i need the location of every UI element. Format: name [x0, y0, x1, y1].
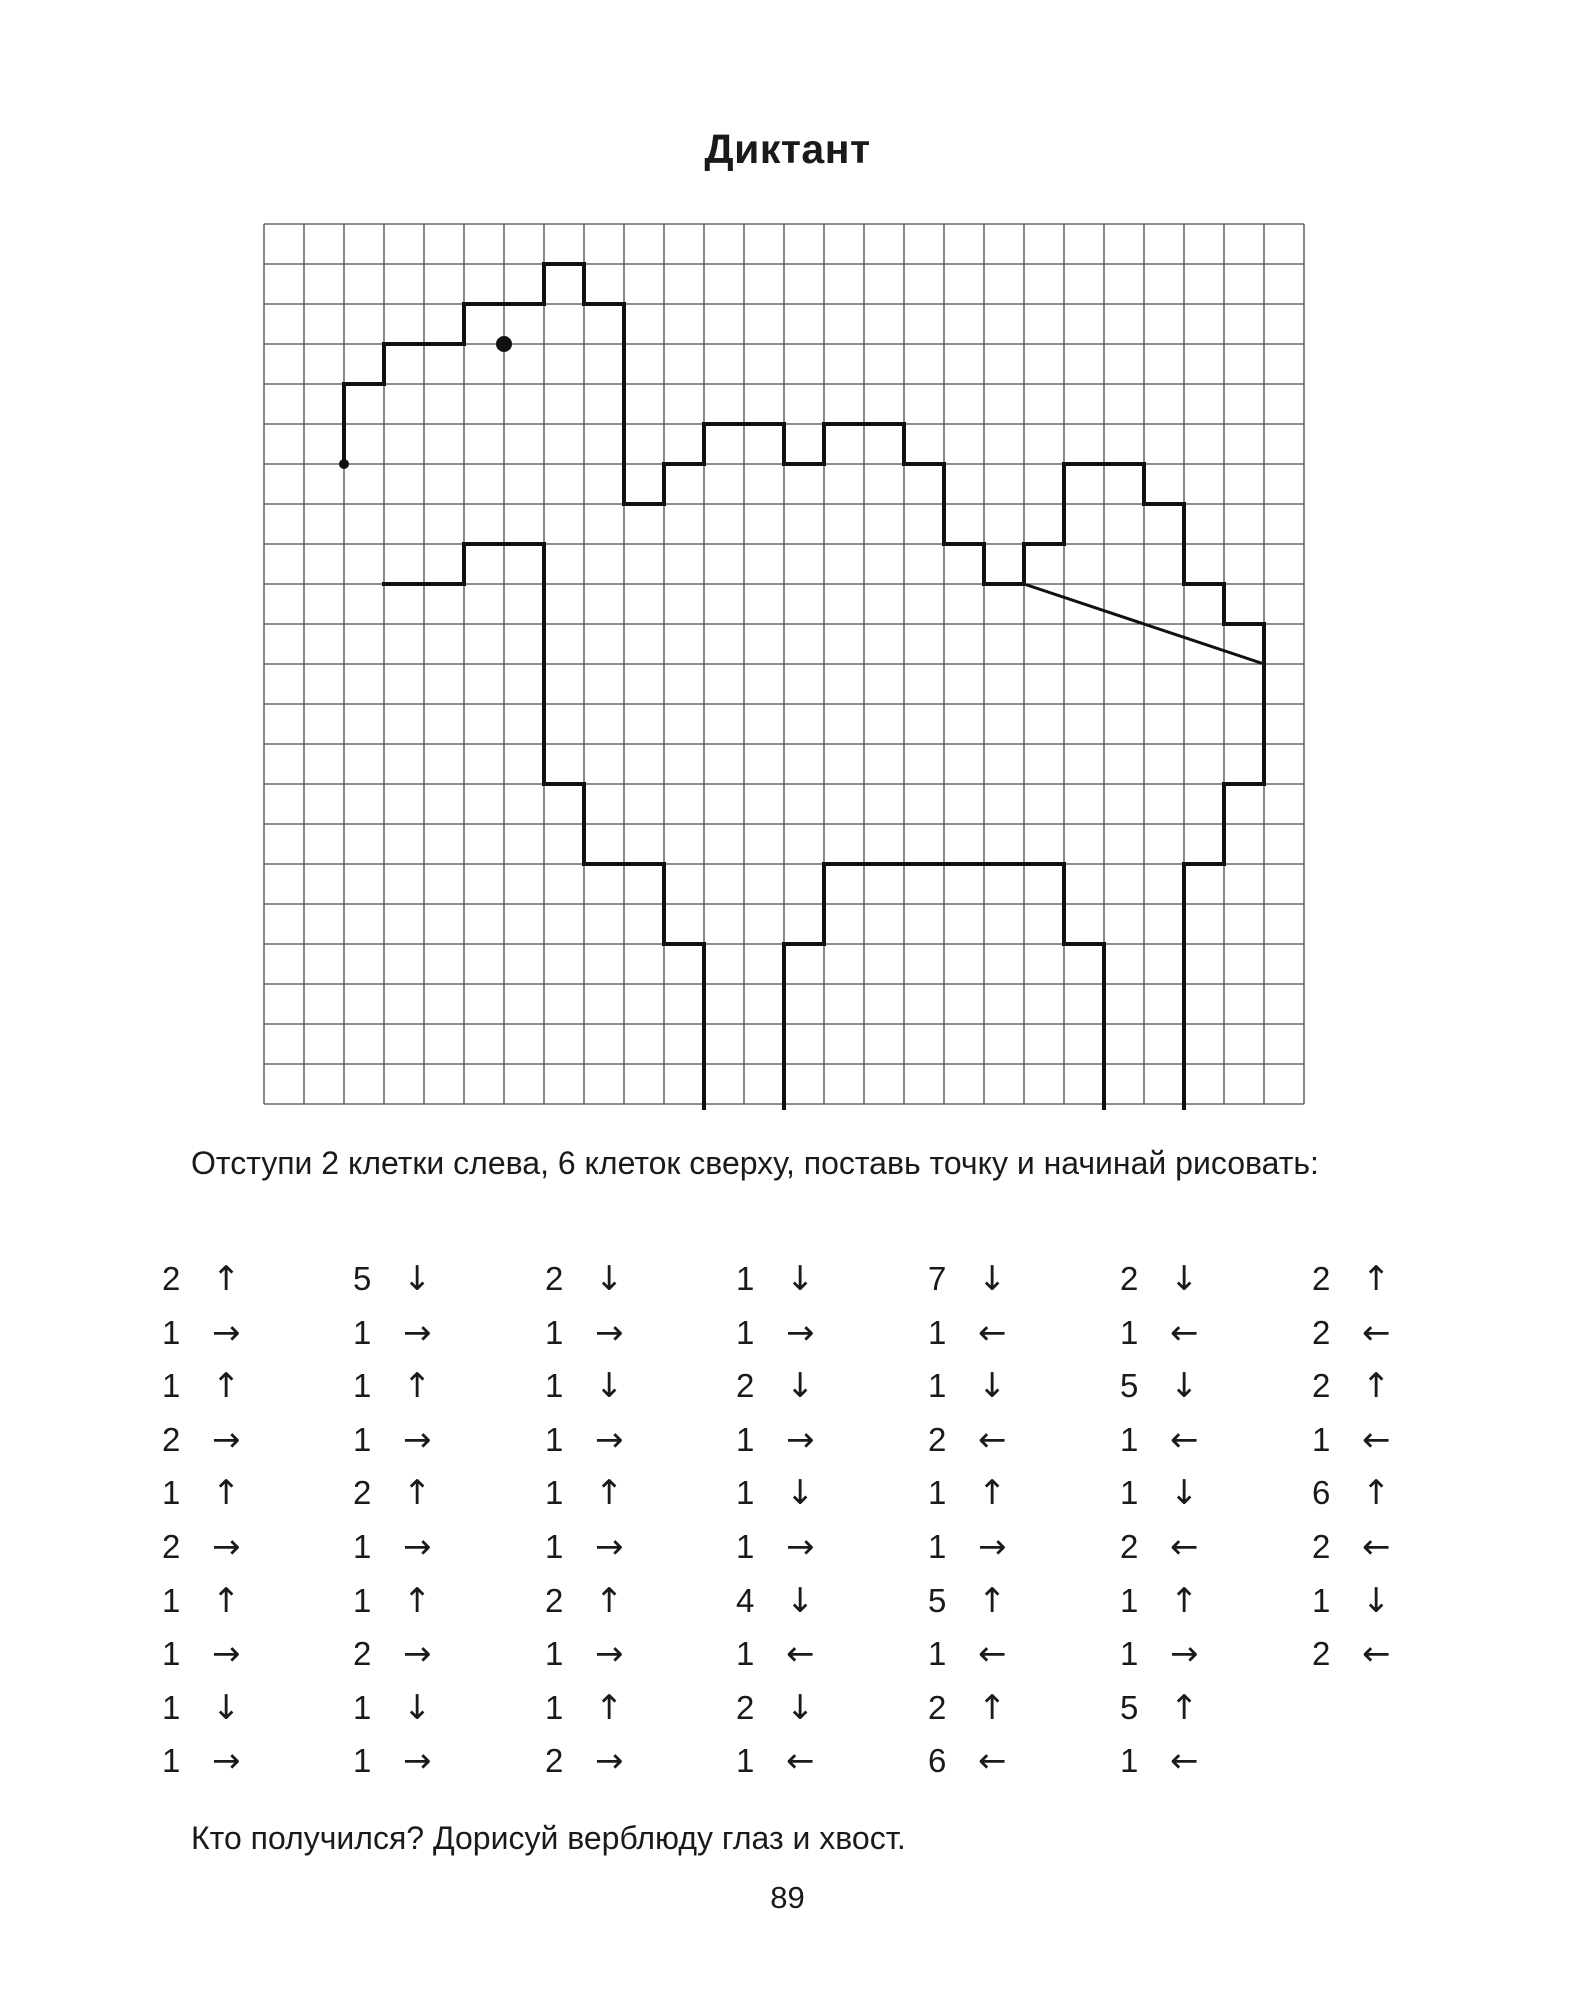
command-entry: [1120, 1259, 1199, 1299]
command-entry: [1120, 1420, 1199, 1460]
command-step-count: 1: [353, 1581, 372, 1619]
command-entry: [545, 1313, 624, 1353]
command-entry: [928, 1473, 1007, 1513]
command-direction-arrow: ↑: [403, 1366, 432, 1407]
command-entry: [545, 1259, 624, 1299]
command-step-count: 2: [162, 1260, 181, 1297]
command-direction-arrow: ↓: [1170, 1473, 1199, 1514]
command-entry: [162, 1741, 241, 1781]
command-direction-arrow: →: [212, 1634, 241, 1675]
command-entry: [928, 1420, 1007, 1460]
command-entry: [736, 1581, 815, 1621]
command-direction-arrow: →: [786, 1419, 815, 1460]
command-entry: [162, 1259, 241, 1299]
command-direction-arrow: ↑: [595, 1473, 624, 1514]
command-direction-arrow: →: [212, 1741, 241, 1782]
command-direction-arrow: ↑: [212, 1366, 241, 1407]
command-entry: [1312, 1313, 1391, 1353]
command-entry: [928, 1259, 1007, 1299]
command-direction-arrow: ↓: [212, 1687, 241, 1728]
command-step-count: 2: [545, 1742, 564, 1780]
command-direction-arrow: ←: [1170, 1419, 1199, 1460]
command-entry: [353, 1688, 432, 1728]
command-step-count: 1: [162, 1742, 181, 1780]
command-direction-arrow: →: [403, 1527, 432, 1567]
command-entry: [1312, 1420, 1391, 1460]
command-direction-arrow: ↓: [595, 1366, 624, 1407]
command-entry: [545, 1581, 624, 1621]
command-step-count: 2: [1120, 1528, 1139, 1565]
command-entry: [1120, 1473, 1199, 1513]
command-step-count: 1: [545, 1420, 564, 1458]
command-entry: [736, 1366, 815, 1406]
command-step-count: 1: [353, 1742, 372, 1780]
command-entry: [1312, 1527, 1391, 1567]
command-direction-arrow: →: [212, 1527, 241, 1567]
command-entry: [162, 1473, 241, 1513]
command-direction-arrow: →: [595, 1527, 624, 1567]
command-direction-arrow: ↑: [212, 1473, 241, 1514]
command-direction-arrow: →: [978, 1527, 1007, 1567]
command-entry: [353, 1420, 432, 1460]
command-step-count: 1: [545, 1313, 564, 1351]
command-step-count: 1: [545, 1688, 564, 1726]
command-direction-arrow: ↓: [786, 1473, 815, 1514]
command-entry: [162, 1420, 241, 1460]
command-step-count: 1: [928, 1635, 947, 1673]
command-entry: [736, 1473, 815, 1513]
command-entry: [353, 1741, 432, 1781]
command-step-count: 1: [1120, 1313, 1139, 1351]
command-entry: [1312, 1581, 1391, 1621]
command-direction-arrow: ↓: [403, 1259, 432, 1299]
command-direction-arrow: ↓: [1170, 1259, 1199, 1299]
command-entry: [736, 1527, 815, 1567]
command-direction-arrow: ←: [1170, 1741, 1199, 1782]
page-number: 89: [770, 1880, 805, 1915]
command-step-count: 1: [736, 1313, 755, 1351]
command-entry: [1120, 1688, 1199, 1728]
command-entry: [1312, 1259, 1391, 1299]
command-direction-arrow: →: [786, 1312, 815, 1353]
command-entry: [928, 1741, 1007, 1781]
command-step-count: 2: [1312, 1313, 1331, 1351]
command-direction-arrow: ←: [1362, 1634, 1391, 1675]
command-entry: [162, 1313, 241, 1353]
command-step-count: 1: [736, 1420, 755, 1458]
command-step-count: 1: [736, 1260, 755, 1297]
command-entry: [1120, 1313, 1199, 1353]
camel-outline: [344, 264, 1264, 1110]
command-step-count: 5: [353, 1260, 372, 1297]
command-direction-arrow: ↓: [786, 1366, 815, 1407]
command-direction-arrow: ↑: [212, 1580, 241, 1621]
command-entry: [1120, 1527, 1199, 1567]
command-direction-arrow: ↑: [1362, 1259, 1391, 1299]
command-step-count: 1: [162, 1581, 181, 1619]
command-direction-arrow: ←: [1362, 1312, 1391, 1353]
command-entry: [1120, 1634, 1199, 1674]
command-step-count: 1: [736, 1742, 755, 1780]
command-step-count: 1: [736, 1474, 755, 1512]
command-direction-arrow: ↓: [403, 1687, 432, 1728]
command-direction-arrow: ←: [1170, 1312, 1199, 1353]
command-entry: [353, 1313, 432, 1353]
command-entry: [1312, 1366, 1391, 1406]
command-direction-arrow: ↓: [786, 1259, 815, 1299]
command-entry: [545, 1366, 624, 1406]
command-entry: [1312, 1473, 1391, 1513]
command-entry: [162, 1527, 241, 1567]
command-direction-arrow: ←: [978, 1312, 1007, 1353]
command-step-count: 2: [928, 1420, 947, 1458]
command-entry: [353, 1581, 432, 1621]
command-direction-arrow: →: [403, 1741, 432, 1782]
command-step-count: 1: [928, 1367, 947, 1405]
command-entry: [736, 1688, 815, 1728]
command-entry: [736, 1313, 815, 1353]
command-direction-arrow: ↓: [595, 1259, 624, 1299]
command-step-count: 1: [928, 1313, 947, 1351]
command-step-count: 1: [162, 1474, 181, 1512]
command-step-count: 1: [1120, 1742, 1139, 1780]
command-step-count: 2: [736, 1688, 755, 1726]
question-text: Кто получился? Дорисуй верблюду глаз и хвост.: [191, 1820, 906, 1856]
command-direction-arrow: →: [403, 1419, 432, 1460]
command-direction-arrow: ↑: [978, 1687, 1007, 1728]
command-entry: [353, 1259, 432, 1299]
command-step-count: 2: [736, 1367, 755, 1405]
command-entry: [353, 1527, 432, 1567]
command-entry: [353, 1473, 432, 1513]
command-step-count: 1: [1120, 1420, 1139, 1458]
command-direction-arrow: ↓: [786, 1580, 815, 1621]
command-direction-arrow: ↑: [1170, 1687, 1199, 1728]
command-step-count: 1: [353, 1313, 372, 1351]
command-entry: [545, 1473, 624, 1513]
command-entry: [736, 1634, 815, 1674]
command-direction-arrow: →: [595, 1419, 624, 1460]
command-step-count: 5: [1120, 1367, 1139, 1405]
command-direction-arrow: ←: [978, 1634, 1007, 1675]
command-direction-arrow: →: [212, 1312, 241, 1353]
command-direction-arrow: ←: [1362, 1527, 1391, 1567]
command-entry: [928, 1366, 1007, 1406]
command-direction-arrow: →: [786, 1527, 815, 1567]
command-step-count: 1: [162, 1313, 181, 1351]
command-entry: [545, 1741, 624, 1781]
command-entry: [1120, 1581, 1199, 1621]
command-direction-arrow: ↓: [978, 1259, 1007, 1299]
command-entry: [928, 1688, 1007, 1728]
command-entry: [545, 1688, 624, 1728]
command-step-count: 1: [162, 1635, 181, 1673]
command-step-count: 1: [1120, 1474, 1139, 1512]
command-step-count: 2: [1312, 1635, 1331, 1673]
command-step-count: 2: [1312, 1367, 1331, 1405]
command-step-count: 1: [736, 1635, 755, 1673]
command-direction-arrow: ↑: [595, 1580, 624, 1621]
command-step-count: 4: [736, 1581, 755, 1619]
command-direction-arrow: ←: [786, 1741, 815, 1782]
command-step-count: 6: [928, 1742, 947, 1780]
command-entry: [545, 1527, 624, 1567]
command-step-count: 2: [162, 1420, 181, 1458]
command-direction-arrow: ←: [1362, 1419, 1391, 1460]
command-step-count: 2: [162, 1528, 181, 1565]
command-direction-arrow: →: [1170, 1634, 1199, 1675]
command-entry: [736, 1741, 815, 1781]
command-direction-arrow: ←: [786, 1634, 815, 1675]
command-step-count: 1: [353, 1528, 372, 1565]
command-entry: [162, 1581, 241, 1621]
command-direction-arrow: ↑: [978, 1473, 1007, 1514]
command-direction-arrow: →: [595, 1312, 624, 1353]
command-entry: [162, 1634, 241, 1674]
command-direction-arrow: ↓: [1362, 1580, 1391, 1621]
command-entry: [1120, 1741, 1199, 1781]
command-step-count: 1: [545, 1474, 564, 1512]
command-entry: [545, 1634, 624, 1674]
command-direction-arrow: →: [212, 1419, 241, 1460]
command-step-count: 1: [1312, 1581, 1331, 1619]
command-direction-arrow: ↓: [786, 1687, 815, 1728]
command-step-count: 1: [545, 1367, 564, 1405]
command-direction-arrow: ↑: [212, 1259, 241, 1299]
command-step-count: 1: [353, 1367, 372, 1405]
command-step-count: 5: [928, 1581, 947, 1619]
command-step-count: 2: [1312, 1528, 1331, 1565]
command-step-count: 1: [162, 1367, 181, 1405]
command-direction-arrow: →: [403, 1634, 432, 1675]
command-step-count: 2: [353, 1635, 372, 1673]
command-direction-arrow: →: [595, 1634, 624, 1675]
command-step-count: 2: [545, 1581, 564, 1619]
command-step-count: 5: [1120, 1688, 1139, 1726]
command-direction-arrow: ←: [1170, 1527, 1199, 1567]
command-step-count: 2: [1120, 1260, 1139, 1297]
command-direction-arrow: ↑: [595, 1687, 624, 1728]
command-direction-arrow: ↓: [978, 1366, 1007, 1407]
camel-eye: [496, 336, 512, 352]
command-step-count: 1: [353, 1688, 372, 1726]
command-step-count: 1: [1312, 1420, 1331, 1458]
command-step-count: 2: [928, 1688, 947, 1726]
command-direction-arrow: ←: [978, 1419, 1007, 1460]
command-step-count: 1: [1120, 1581, 1139, 1619]
command-step-count: 1: [928, 1528, 947, 1565]
command-entry: [162, 1688, 241, 1728]
command-direction-arrow: ←: [978, 1741, 1007, 1782]
command-step-count: 1: [736, 1528, 755, 1565]
command-entry: [928, 1581, 1007, 1621]
command-entry: [736, 1259, 815, 1299]
page-title: Диктант: [704, 126, 871, 172]
command-step-count: 1: [928, 1474, 947, 1512]
command-entry: [928, 1634, 1007, 1674]
command-direction-arrow: →: [595, 1741, 624, 1782]
command-step-count: 2: [545, 1260, 564, 1297]
start-point: [339, 459, 349, 469]
command-direction-arrow: ↑: [978, 1580, 1007, 1621]
command-direction-arrow: ↑: [403, 1580, 432, 1621]
command-entry: [928, 1313, 1007, 1353]
command-step-count: 1: [162, 1688, 181, 1726]
command-step-count: 2: [1312, 1260, 1331, 1297]
command-direction-arrow: →: [403, 1312, 432, 1353]
command-step-count: 1: [1120, 1635, 1139, 1673]
command-entry: [353, 1366, 432, 1406]
command-step-count: 1: [545, 1635, 564, 1673]
command-step-count: 2: [353, 1474, 372, 1512]
command-entry: [353, 1634, 432, 1674]
command-direction-arrow: ↑: [1362, 1366, 1391, 1407]
command-step-count: 6: [1312, 1474, 1331, 1512]
command-entry: [928, 1527, 1007, 1567]
command-entry: [1312, 1634, 1391, 1674]
command-direction-arrow: ↓: [1170, 1366, 1199, 1407]
command-entry: [162, 1366, 241, 1406]
command-direction-arrow: ↑: [1362, 1473, 1391, 1514]
command-direction-arrow: ↑: [1170, 1580, 1199, 1621]
instruction-text: Отступи 2 клетки слева, 6 клеток сверху, поставь точку и начинай рисовать:: [191, 1145, 1319, 1181]
command-entry: [545, 1420, 624, 1460]
command-entry: [1120, 1366, 1199, 1406]
command-step-count: 1: [545, 1528, 564, 1565]
command-direction-arrow: ↑: [403, 1473, 432, 1514]
command-step-count: 1: [353, 1420, 372, 1458]
command-step-count: 7: [928, 1260, 947, 1297]
command-entry: [736, 1420, 815, 1460]
